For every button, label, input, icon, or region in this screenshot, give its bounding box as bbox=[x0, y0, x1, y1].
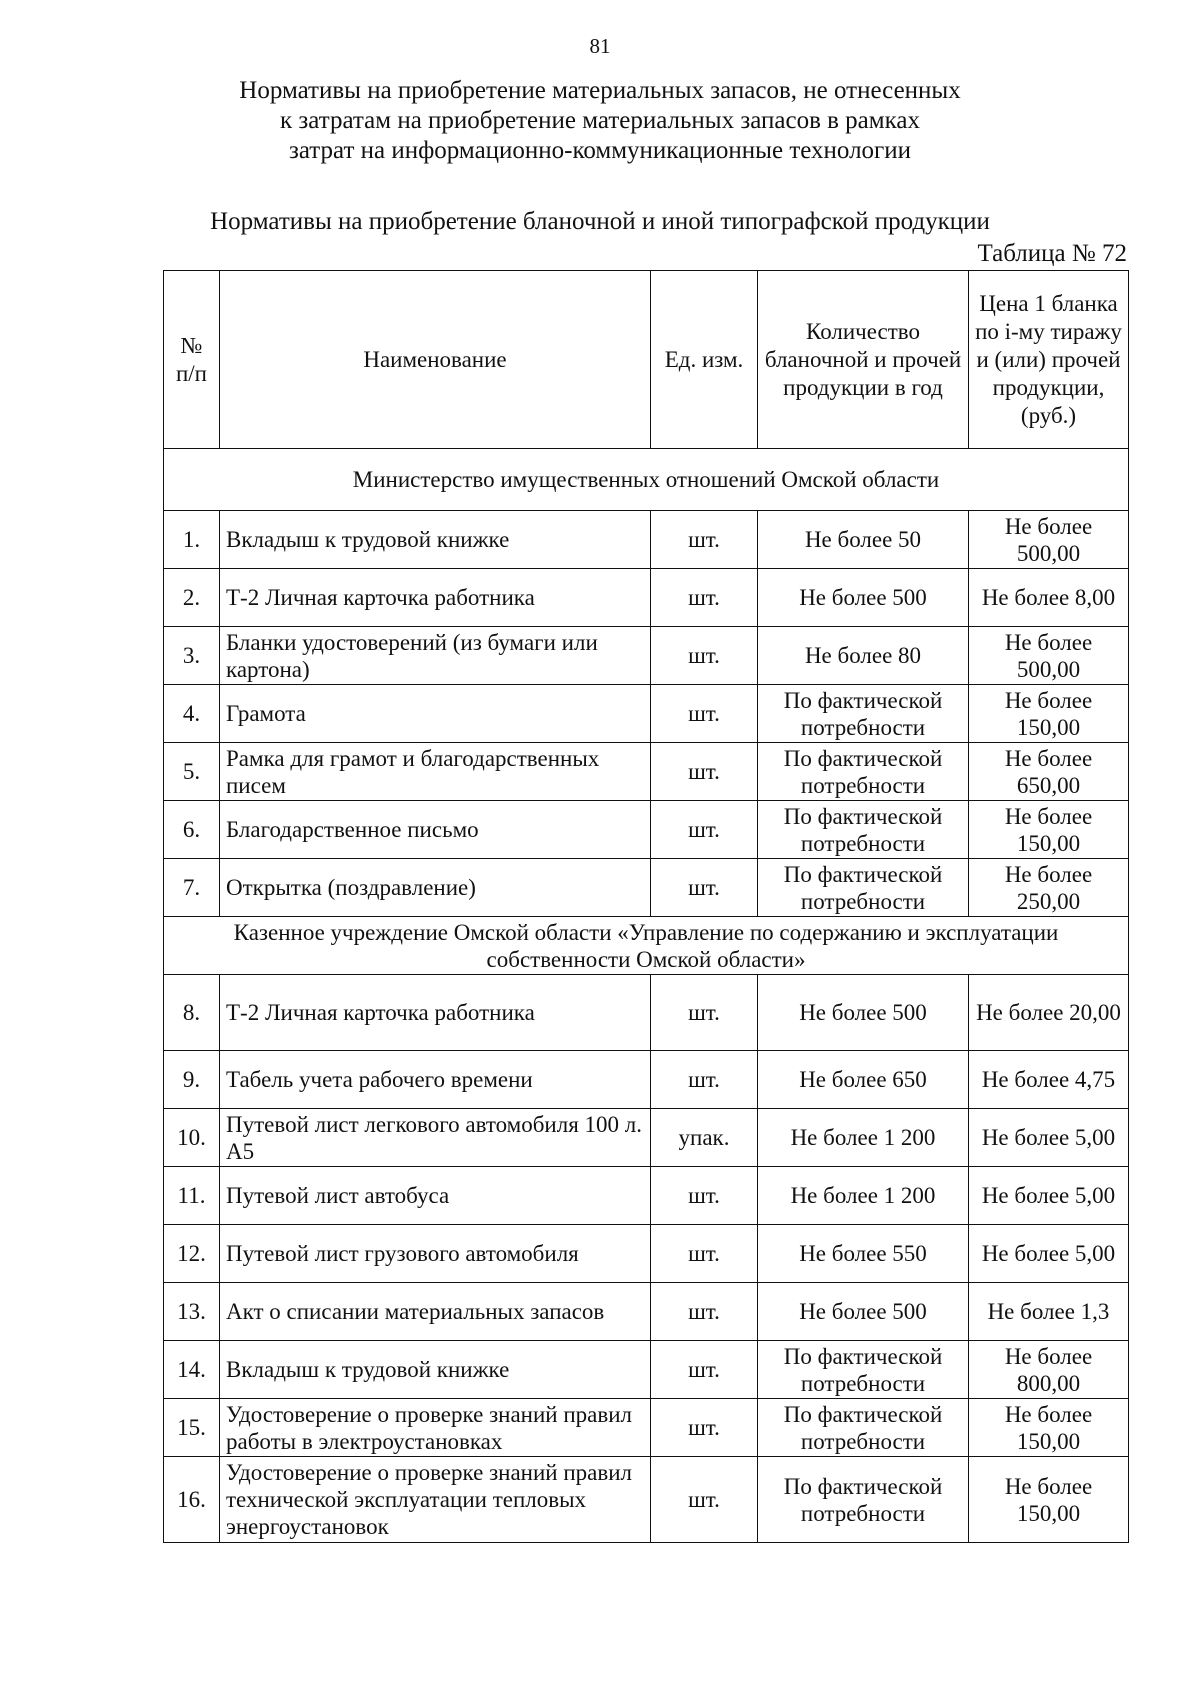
item-price: Не более 150,00 bbox=[969, 801, 1129, 859]
item-unit: шт. bbox=[651, 1283, 758, 1341]
table-row bbox=[164, 1225, 1129, 1283]
norms-table bbox=[163, 270, 1129, 1543]
item-price: Не более 8,00 bbox=[969, 569, 1129, 627]
item-unit: шт. bbox=[651, 627, 758, 685]
row-number: 6. bbox=[164, 801, 220, 859]
item-name: Бланки удостоверений (из бумаги или картона) bbox=[220, 627, 651, 685]
item-unit: шт. bbox=[651, 569, 758, 627]
item-quantity: По фактической потребности bbox=[758, 801, 969, 859]
item-quantity: По фактической потребности bbox=[758, 859, 969, 917]
page-number: 81 bbox=[589, 34, 611, 58]
item-price: Не более 5,00 bbox=[969, 1167, 1129, 1225]
row-number: 7. bbox=[164, 859, 220, 917]
section-title: Казенное учреждение Омской области «Управление по содержанию и эксплуатации собственности Омской области» bbox=[164, 917, 1129, 975]
item-price: Не более 500,00 bbox=[969, 511, 1129, 569]
item-name: Удостоверение о проверке знаний правил технической эксплуатации тепловых энергоустановок bbox=[220, 1457, 651, 1543]
item-price: Не более 150,00 bbox=[969, 1399, 1129, 1457]
header-number: № п/п bbox=[164, 271, 220, 449]
item-price: Не более 150,00 bbox=[969, 1457, 1129, 1543]
item-quantity: Не более 500 bbox=[758, 975, 969, 1051]
item-quantity: По фактической потребности bbox=[758, 685, 969, 743]
table-row bbox=[164, 511, 1129, 569]
item-name: Открытка (поздравление) bbox=[220, 859, 651, 917]
row-number: 12. bbox=[164, 1225, 220, 1283]
item-price: Не более 800,00 bbox=[969, 1341, 1129, 1399]
item-quantity: По фактической потребности bbox=[758, 1457, 969, 1543]
item-quantity: Не более 550 bbox=[758, 1225, 969, 1283]
item-name: Рамка для грамот и благодарственных писем bbox=[220, 743, 651, 801]
row-number: 11. bbox=[164, 1167, 220, 1225]
header-quantity: Количество бланочной и прочей продукции в год bbox=[758, 271, 969, 449]
table-header-row bbox=[164, 271, 1129, 449]
row-number: 5. bbox=[164, 743, 220, 801]
item-unit: шт. bbox=[651, 1341, 758, 1399]
item-quantity: Не более 80 bbox=[758, 627, 969, 685]
row-number: 1. bbox=[164, 511, 220, 569]
item-price: Не более 1,3 bbox=[969, 1283, 1129, 1341]
item-name: Путевой лист грузового автомобиля bbox=[220, 1225, 651, 1283]
item-price: Не более 500,00 bbox=[969, 627, 1129, 685]
item-unit: шт. bbox=[651, 1399, 758, 1457]
item-unit: шт. bbox=[651, 685, 758, 743]
row-number: 16. bbox=[164, 1457, 220, 1543]
item-unit: упак. bbox=[651, 1109, 758, 1167]
table-row bbox=[164, 1399, 1129, 1457]
item-name: Удостоверение о проверке знаний правил работы в электроустановках bbox=[220, 1399, 651, 1457]
table-row bbox=[164, 1283, 1129, 1341]
item-name: Акт о списании материальных запасов bbox=[220, 1283, 651, 1341]
row-number: 13. bbox=[164, 1283, 220, 1341]
table-row bbox=[164, 1051, 1129, 1109]
table-number: Таблица № 72 bbox=[977, 240, 1127, 267]
document-title bbox=[140, 76, 1060, 166]
item-quantity: Не более 500 bbox=[758, 569, 969, 627]
section-header-row bbox=[164, 917, 1129, 975]
table-row bbox=[164, 685, 1129, 743]
row-number: 3. bbox=[164, 627, 220, 685]
item-price: Не более 5,00 bbox=[969, 1225, 1129, 1283]
header-unit: Ед. изм. bbox=[651, 271, 758, 449]
table-row bbox=[164, 743, 1129, 801]
header-name: Наименование bbox=[220, 271, 651, 449]
item-quantity: По фактической потребности bbox=[758, 743, 969, 801]
item-unit: шт. bbox=[651, 1457, 758, 1543]
item-price: Не более 4,75 bbox=[969, 1051, 1129, 1109]
table-row bbox=[164, 1109, 1129, 1167]
item-name: Путевой лист автобуса bbox=[220, 1167, 651, 1225]
row-number: 14. bbox=[164, 1341, 220, 1399]
item-unit: шт. bbox=[651, 743, 758, 801]
item-name: Путевой лист легкового автомобиля 100 л. А5 bbox=[220, 1109, 651, 1167]
row-number: 10. bbox=[164, 1109, 220, 1167]
item-price: Не более 5,00 bbox=[969, 1109, 1129, 1167]
section-title: Министерство имущественных отношений Омской области bbox=[164, 449, 1129, 511]
table-row bbox=[164, 1167, 1129, 1225]
table-row bbox=[164, 859, 1129, 917]
item-name: Т-2 Личная карточка работника bbox=[220, 569, 651, 627]
item-unit: шт. bbox=[651, 511, 758, 569]
header-price: Цена 1 бланка по i-му тиражу и (или) прочей продукции, (руб.) bbox=[969, 271, 1129, 449]
item-quantity: Не более 1 200 bbox=[758, 1109, 969, 1167]
table-row bbox=[164, 1341, 1129, 1399]
item-quantity: Не более 1 200 bbox=[758, 1167, 969, 1225]
item-unit: шт. bbox=[651, 1225, 758, 1283]
row-number: 4. bbox=[164, 685, 220, 743]
item-quantity: Не более 500 bbox=[758, 1283, 969, 1341]
title-line: затрат на информационно-коммуникационные технологии bbox=[288, 137, 912, 164]
item-price: Не более 650,00 bbox=[969, 743, 1129, 801]
table-row bbox=[164, 801, 1129, 859]
item-name: Т-2 Личная карточка работника bbox=[220, 975, 651, 1051]
item-unit: шт. bbox=[651, 975, 758, 1051]
table-row bbox=[164, 569, 1129, 627]
row-number: 9. bbox=[164, 1051, 220, 1109]
item-name: Благодарственное письмо bbox=[220, 801, 651, 859]
item-price: Не более 250,00 bbox=[969, 859, 1129, 917]
item-name: Грамота bbox=[220, 685, 651, 743]
title-line: Нормативы на приобретение материальных запасов, не отнесенных bbox=[239, 77, 961, 104]
table-row bbox=[164, 1457, 1129, 1543]
row-number: 15. bbox=[164, 1399, 220, 1457]
table-row bbox=[164, 627, 1129, 685]
item-name: Вкладыш к трудовой книжке bbox=[220, 1341, 651, 1399]
table-row bbox=[164, 975, 1129, 1051]
table-subtitle: Нормативы на приобретение бланочной и иной типографской продукции bbox=[210, 208, 990, 235]
item-unit: шт. bbox=[651, 1167, 758, 1225]
item-quantity: По фактической потребности bbox=[758, 1399, 969, 1457]
title-line: к затратам на приобретение материальных запасов в рамках bbox=[280, 107, 920, 134]
item-quantity: Не более 50 bbox=[758, 511, 969, 569]
row-number: 8. bbox=[164, 975, 220, 1051]
item-unit: шт. bbox=[651, 801, 758, 859]
section-header-row bbox=[164, 449, 1129, 511]
item-name: Вкладыш к трудовой книжке bbox=[220, 511, 651, 569]
item-name: Табель учета рабочего времени bbox=[220, 1051, 651, 1109]
item-price: Не более 150,00 bbox=[969, 685, 1129, 743]
row-number: 2. bbox=[164, 569, 220, 627]
item-quantity: По фактической потребности bbox=[758, 1341, 969, 1399]
item-unit: шт. bbox=[651, 859, 758, 917]
item-quantity: Не более 650 bbox=[758, 1051, 969, 1109]
item-price: Не более 20,00 bbox=[969, 975, 1129, 1051]
item-unit: шт. bbox=[651, 1051, 758, 1109]
